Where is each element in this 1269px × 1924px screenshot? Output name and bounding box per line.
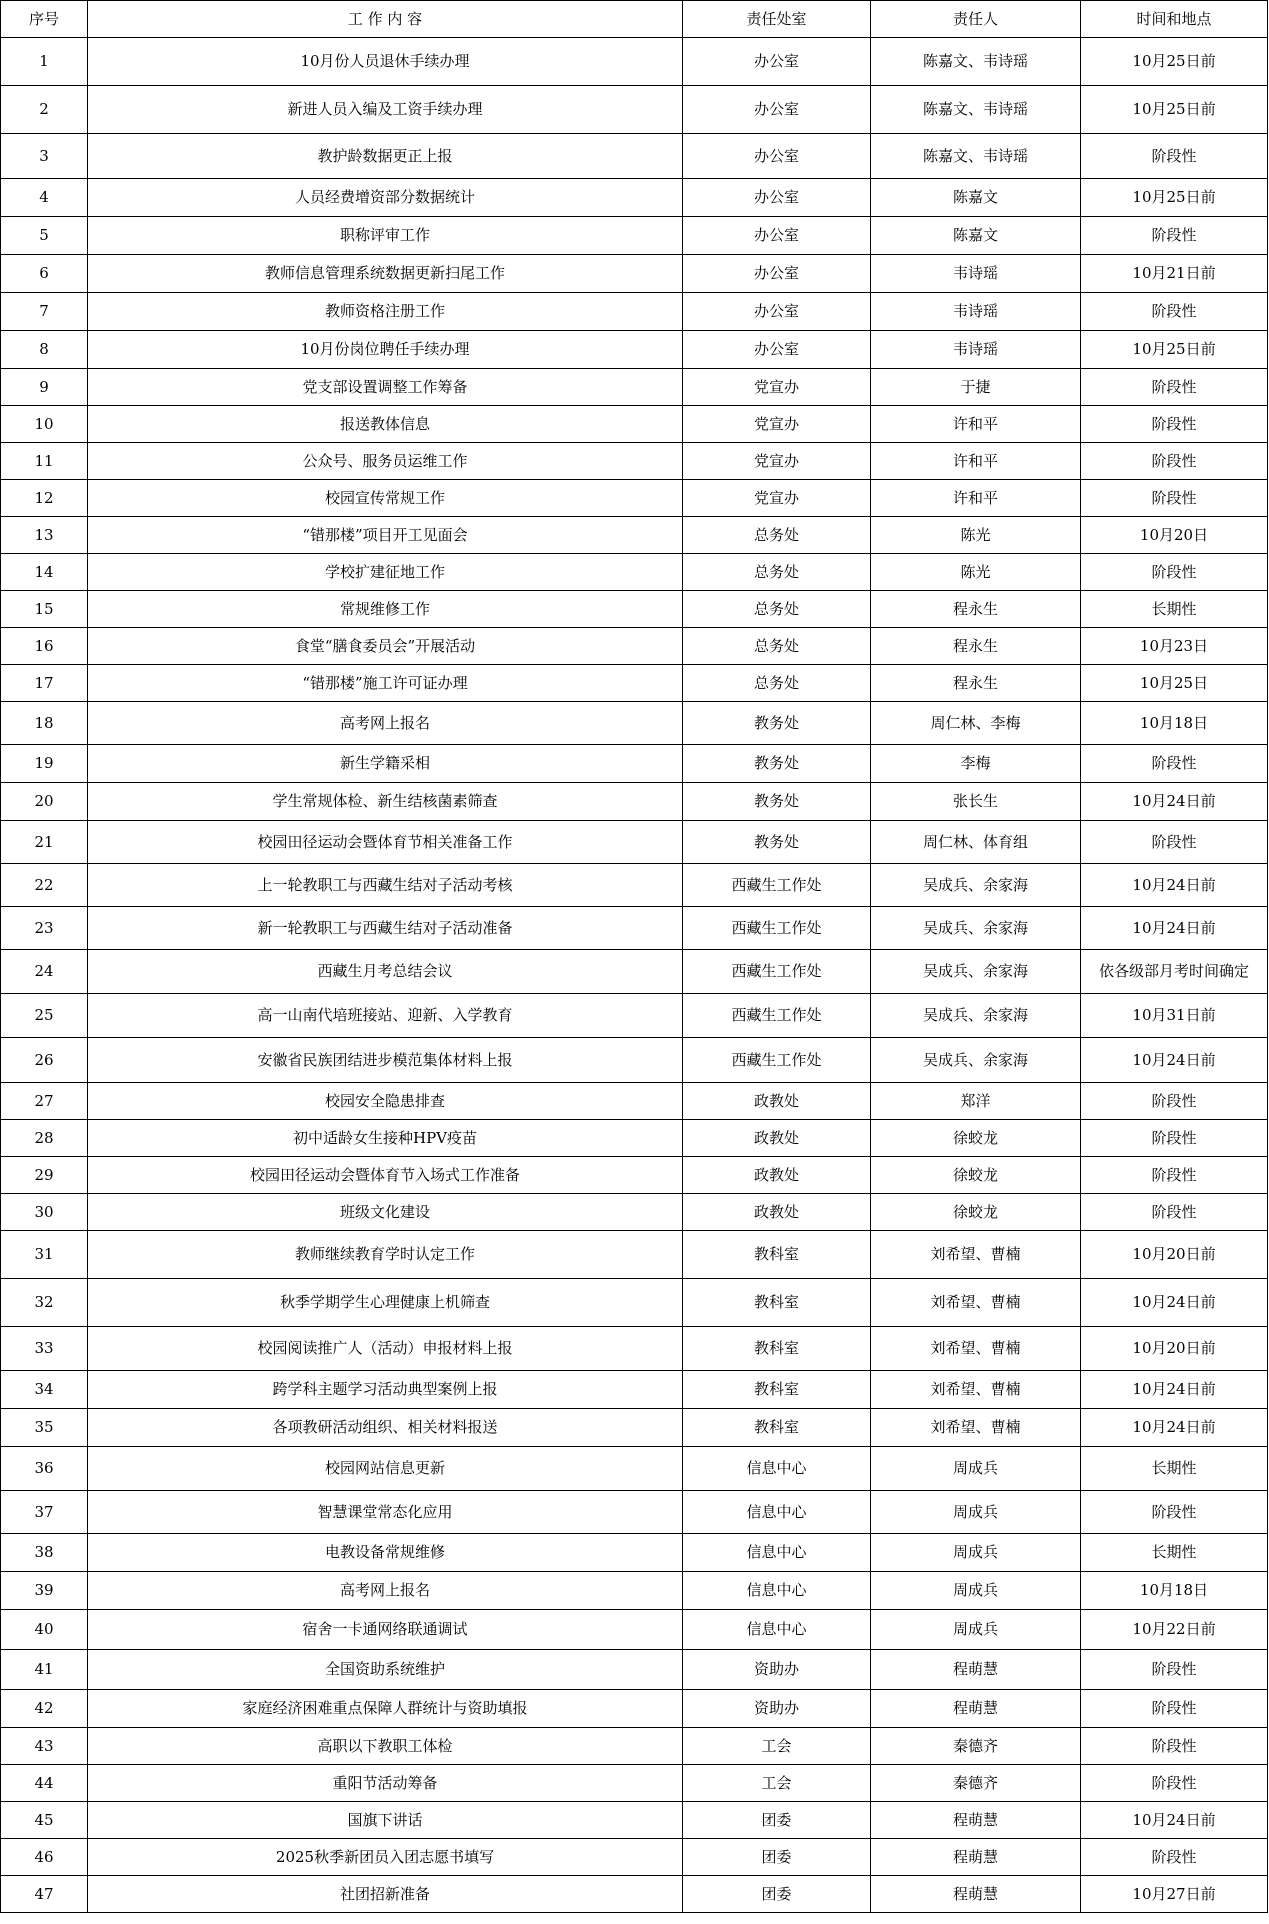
- cell-person: 许和平: [871, 480, 1081, 517]
- cell-seq: 12: [1, 480, 88, 517]
- cell-seq: 7: [1, 293, 88, 331]
- cell-time: 阶段性: [1081, 821, 1268, 864]
- cell-time: 长期性: [1081, 591, 1268, 628]
- table-row: [1, 1327, 1268, 1371]
- cell-time: 阶段性: [1081, 1491, 1268, 1534]
- cell-department: 教务处: [683, 745, 871, 783]
- cell-person: 陈光: [871, 554, 1081, 591]
- table-row: [1, 1157, 1268, 1194]
- cell-time: 10月24日前: [1081, 1371, 1268, 1409]
- cell-time: 阶段性: [1081, 134, 1268, 179]
- cell-content: 校园田径运动会暨体育节相关准备工作: [88, 821, 683, 864]
- table-row: [1, 554, 1268, 591]
- cell-time: 阶段性: [1081, 369, 1268, 406]
- table-row: [1, 821, 1268, 864]
- header-row: [1, 1, 1268, 38]
- cell-person: 周成兵: [871, 1447, 1081, 1491]
- table-row: [1, 1690, 1268, 1728]
- cell-content: 学校扩建征地工作: [88, 554, 683, 591]
- cell-seq: 39: [1, 1572, 88, 1610]
- cell-time: 阶段性: [1081, 1839, 1268, 1876]
- header-content: 工 作 内 容: [88, 1, 683, 38]
- cell-person: 程永生: [871, 628, 1081, 665]
- cell-person: 陈嘉文: [871, 179, 1081, 217]
- cell-content: 食堂“膳食委员会”开展活动: [88, 628, 683, 665]
- table-row: [1, 86, 1268, 134]
- cell-seq: 26: [1, 1038, 88, 1083]
- cell-content: 各项教研活动组织、相关材料报送: [88, 1409, 683, 1447]
- cell-seq: 18: [1, 702, 88, 745]
- cell-content: 校园宣传常规工作: [88, 480, 683, 517]
- table-row: [1, 591, 1268, 628]
- table-row: [1, 1572, 1268, 1610]
- cell-seq: 11: [1, 443, 88, 480]
- cell-person: 周成兵: [871, 1534, 1081, 1572]
- cell-person: 刘希望、曹楠: [871, 1231, 1081, 1279]
- header-department: 责任处室: [683, 1, 871, 38]
- cell-seq: 2: [1, 86, 88, 134]
- table-row: [1, 628, 1268, 665]
- cell-seq: 4: [1, 179, 88, 217]
- cell-content: 高考网上报名: [88, 1572, 683, 1610]
- cell-department: 党宣办: [683, 406, 871, 443]
- cell-person: 徐蛟龙: [871, 1194, 1081, 1231]
- cell-seq: 5: [1, 217, 88, 255]
- cell-content: 宿舍一卡通网络联通调试: [88, 1610, 683, 1650]
- cell-department: 教务处: [683, 821, 871, 864]
- cell-time: 阶段性: [1081, 406, 1268, 443]
- cell-person: 许和平: [871, 443, 1081, 480]
- cell-content: 教师信息管理系统数据更新扫尾工作: [88, 255, 683, 293]
- table-row: [1, 907, 1268, 950]
- cell-time: 10月24日前: [1081, 1038, 1268, 1083]
- cell-person: 秦德齐: [871, 1765, 1081, 1802]
- cell-seq: 16: [1, 628, 88, 665]
- cell-content: 高职以下教职工体检: [88, 1728, 683, 1765]
- table-row: [1, 1728, 1268, 1765]
- table-row: [1, 1447, 1268, 1491]
- cell-department: 教务处: [683, 783, 871, 821]
- cell-time: 10月25日: [1081, 665, 1268, 702]
- cell-content: “错那楼”项目开工见面会: [88, 517, 683, 554]
- cell-time: 10月24日前: [1081, 1409, 1268, 1447]
- table-row: [1, 217, 1268, 255]
- cell-department: 总务处: [683, 665, 871, 702]
- cell-person: 周仁林、李梅: [871, 702, 1081, 745]
- cell-department: 西藏生工作处: [683, 1038, 871, 1083]
- cell-content: 人员经费增资部分数据统计: [88, 179, 683, 217]
- cell-department: 信息中心: [683, 1572, 871, 1610]
- cell-content: 2025秋季新团员入团志愿书填写: [88, 1839, 683, 1876]
- table-row: [1, 331, 1268, 369]
- table-row: [1, 1083, 1268, 1120]
- cell-time: 阶段性: [1081, 1728, 1268, 1765]
- cell-seq: 29: [1, 1157, 88, 1194]
- table-row: [1, 1371, 1268, 1409]
- cell-person: 吴成兵、余家海: [871, 907, 1081, 950]
- cell-department: 教科室: [683, 1231, 871, 1279]
- table-row: [1, 369, 1268, 406]
- table-row: [1, 443, 1268, 480]
- cell-person: 徐蛟龙: [871, 1157, 1081, 1194]
- table-row: [1, 480, 1268, 517]
- table-row: [1, 406, 1268, 443]
- cell-department: 信息中心: [683, 1491, 871, 1534]
- cell-content: 教师继续教育学时认定工作: [88, 1231, 683, 1279]
- cell-time: 10月24日前: [1081, 1279, 1268, 1327]
- cell-content: 西藏生月考总结会议: [88, 950, 683, 994]
- cell-content: 社团招新准备: [88, 1876, 683, 1913]
- cell-seq: 23: [1, 907, 88, 950]
- cell-person: 徐蛟龙: [871, 1120, 1081, 1157]
- cell-department: 办公室: [683, 179, 871, 217]
- cell-seq: 40: [1, 1610, 88, 1650]
- cell-department: 总务处: [683, 628, 871, 665]
- cell-person: 程萌慧: [871, 1839, 1081, 1876]
- table-row: [1, 783, 1268, 821]
- cell-time: 阶段性: [1081, 293, 1268, 331]
- cell-department: 西藏生工作处: [683, 994, 871, 1038]
- cell-person: 程永生: [871, 665, 1081, 702]
- cell-seq: 17: [1, 665, 88, 702]
- cell-time: 10月20日前: [1081, 1327, 1268, 1371]
- table-row: [1, 1231, 1268, 1279]
- cell-time: 阶段性: [1081, 1765, 1268, 1802]
- cell-department: 总务处: [683, 591, 871, 628]
- cell-content: 高一山南代培班接站、迎新、入学教育: [88, 994, 683, 1038]
- cell-person: 陈嘉文、韦诗瑶: [871, 86, 1081, 134]
- cell-department: 政教处: [683, 1120, 871, 1157]
- cell-seq: 22: [1, 864, 88, 907]
- cell-seq: 10: [1, 406, 88, 443]
- table-row: [1, 1194, 1268, 1231]
- cell-seq: 24: [1, 950, 88, 994]
- cell-department: 信息中心: [683, 1447, 871, 1491]
- cell-person: 周成兵: [871, 1491, 1081, 1534]
- cell-content: 校园阅读推广人（活动）申报材料上报: [88, 1327, 683, 1371]
- cell-content: 新进人员入编及工资手续办理: [88, 86, 683, 134]
- cell-department: 办公室: [683, 293, 871, 331]
- cell-content: 新生学籍采相: [88, 745, 683, 783]
- table-row: [1, 702, 1268, 745]
- table-row: [1, 1491, 1268, 1534]
- cell-department: 办公室: [683, 255, 871, 293]
- table-row: [1, 517, 1268, 554]
- cell-department: 教科室: [683, 1279, 871, 1327]
- cell-person: 程永生: [871, 591, 1081, 628]
- cell-seq: 31: [1, 1231, 88, 1279]
- cell-seq: 32: [1, 1279, 88, 1327]
- table-row: [1, 1610, 1268, 1650]
- cell-time: 阶段性: [1081, 1690, 1268, 1728]
- table-row: [1, 255, 1268, 293]
- cell-time: 阶段性: [1081, 1120, 1268, 1157]
- cell-department: 政教处: [683, 1194, 871, 1231]
- cell-department: 办公室: [683, 86, 871, 134]
- cell-seq: 35: [1, 1409, 88, 1447]
- cell-content: 家庭经济困难重点保障人群统计与资助填报: [88, 1690, 683, 1728]
- cell-seq: 19: [1, 745, 88, 783]
- table-row: [1, 134, 1268, 179]
- cell-person: 刘希望、曹楠: [871, 1279, 1081, 1327]
- cell-person: 陈嘉文: [871, 217, 1081, 255]
- cell-time: 10月31日前: [1081, 994, 1268, 1038]
- cell-department: 总务处: [683, 554, 871, 591]
- cell-seq: 6: [1, 255, 88, 293]
- cell-seq: 34: [1, 1371, 88, 1409]
- table-row: [1, 293, 1268, 331]
- cell-time: 10月23日: [1081, 628, 1268, 665]
- cell-person: 程萌慧: [871, 1802, 1081, 1839]
- cell-department: 教科室: [683, 1371, 871, 1409]
- cell-time: 10月18日: [1081, 702, 1268, 745]
- cell-seq: 46: [1, 1839, 88, 1876]
- cell-content: 上一轮教职工与西藏生结对子活动考核: [88, 864, 683, 907]
- table-row: [1, 1279, 1268, 1327]
- cell-time: 10月25日前: [1081, 86, 1268, 134]
- cell-person: 许和平: [871, 406, 1081, 443]
- cell-seq: 45: [1, 1802, 88, 1839]
- cell-seq: 25: [1, 994, 88, 1038]
- cell-time: 依各级部月考时间确定: [1081, 950, 1268, 994]
- cell-seq: 28: [1, 1120, 88, 1157]
- cell-content: 公众号、服务员运维工作: [88, 443, 683, 480]
- cell-time: 阶段性: [1081, 1083, 1268, 1120]
- cell-seq: 8: [1, 331, 88, 369]
- cell-seq: 37: [1, 1491, 88, 1534]
- cell-seq: 33: [1, 1327, 88, 1371]
- header-time: 时间和地点: [1081, 1, 1268, 38]
- cell-department: 工会: [683, 1728, 871, 1765]
- cell-content: 国旗下讲话: [88, 1802, 683, 1839]
- cell-time: 阶段性: [1081, 480, 1268, 517]
- cell-seq: 36: [1, 1447, 88, 1491]
- cell-department: 办公室: [683, 217, 871, 255]
- cell-person: 刘希望、曹楠: [871, 1409, 1081, 1447]
- cell-person: 于捷: [871, 369, 1081, 406]
- table-row: [1, 1534, 1268, 1572]
- cell-content: 重阳节活动筹备: [88, 1765, 683, 1802]
- cell-content: 校园网站信息更新: [88, 1447, 683, 1491]
- cell-time: 阶段性: [1081, 554, 1268, 591]
- cell-person: 陈光: [871, 517, 1081, 554]
- cell-seq: 1: [1, 38, 88, 86]
- cell-content: 校园安全隐患排查: [88, 1083, 683, 1120]
- cell-time: 阶段性: [1081, 443, 1268, 480]
- cell-content: 电教设备常规维修: [88, 1534, 683, 1572]
- cell-time: 10月20日: [1081, 517, 1268, 554]
- cell-seq: 42: [1, 1690, 88, 1728]
- cell-person: 韦诗瑶: [871, 293, 1081, 331]
- cell-content: 10月份人员退休手续办理: [88, 38, 683, 86]
- cell-department: 党宣办: [683, 480, 871, 517]
- cell-department: 总务处: [683, 517, 871, 554]
- table-row: [1, 1038, 1268, 1083]
- table-row: [1, 864, 1268, 907]
- cell-person: 周成兵: [871, 1572, 1081, 1610]
- cell-seq: 13: [1, 517, 88, 554]
- cell-person: 周仁林、体育组: [871, 821, 1081, 864]
- cell-department: 党宣办: [683, 369, 871, 406]
- cell-department: 教务处: [683, 702, 871, 745]
- cell-time: 10月18日: [1081, 1572, 1268, 1610]
- cell-person: 李梅: [871, 745, 1081, 783]
- cell-seq: 3: [1, 134, 88, 179]
- table-row: [1, 1802, 1268, 1839]
- cell-time: 阶段性: [1081, 1194, 1268, 1231]
- cell-seq: 41: [1, 1650, 88, 1690]
- cell-department: 党宣办: [683, 443, 871, 480]
- cell-person: 吴成兵、余家海: [871, 994, 1081, 1038]
- table-row: [1, 950, 1268, 994]
- cell-department: 团委: [683, 1839, 871, 1876]
- cell-person: 程萌慧: [871, 1876, 1081, 1913]
- cell-content: 报送教体信息: [88, 406, 683, 443]
- cell-time: 10月24日前: [1081, 864, 1268, 907]
- table-body: [1, 38, 1268, 1913]
- cell-seq: 44: [1, 1765, 88, 1802]
- cell-content: 学生常规体检、新生结核菌素筛查: [88, 783, 683, 821]
- cell-person: 刘希望、曹楠: [871, 1327, 1081, 1371]
- cell-content: 高考网上报名: [88, 702, 683, 745]
- cell-department: 政教处: [683, 1157, 871, 1194]
- table-row: [1, 38, 1268, 86]
- table-row: [1, 1409, 1268, 1447]
- cell-time: 10月22日前: [1081, 1610, 1268, 1650]
- cell-department: 办公室: [683, 134, 871, 179]
- cell-person: 吴成兵、余家海: [871, 950, 1081, 994]
- table-row: [1, 665, 1268, 702]
- cell-time: 10月25日前: [1081, 179, 1268, 217]
- table-row: [1, 179, 1268, 217]
- header-seq: 序号: [1, 1, 88, 38]
- cell-seq: 15: [1, 591, 88, 628]
- table-row: [1, 1765, 1268, 1802]
- cell-time: 阶段性: [1081, 1157, 1268, 1194]
- cell-person: 秦德齐: [871, 1728, 1081, 1765]
- cell-time: 10月24日前: [1081, 783, 1268, 821]
- cell-time: 10月25日前: [1081, 331, 1268, 369]
- cell-time: 长期性: [1081, 1534, 1268, 1572]
- table-row: [1, 1876, 1268, 1913]
- cell-department: 办公室: [683, 331, 871, 369]
- cell-content: 教师资格注册工作: [88, 293, 683, 331]
- cell-time: 阶段性: [1081, 217, 1268, 255]
- cell-content: 校园田径运动会暨体育节入场式工作准备: [88, 1157, 683, 1194]
- cell-department: 资助办: [683, 1690, 871, 1728]
- cell-time: 10月24日前: [1081, 1802, 1268, 1839]
- cell-seq: 43: [1, 1728, 88, 1765]
- cell-time: 10月21日前: [1081, 255, 1268, 293]
- cell-person: 张长生: [871, 783, 1081, 821]
- cell-content: 跨学科主题学习活动典型案例上报: [88, 1371, 683, 1409]
- cell-person: 吴成兵、余家海: [871, 1038, 1081, 1083]
- cell-content: 党支部设置调整工作筹备: [88, 369, 683, 406]
- cell-content: 教护龄数据更正上报: [88, 134, 683, 179]
- cell-seq: 27: [1, 1083, 88, 1120]
- cell-person: 周成兵: [871, 1610, 1081, 1650]
- table-row: [1, 1839, 1268, 1876]
- table-row: [1, 994, 1268, 1038]
- cell-person: 吴成兵、余家海: [871, 864, 1081, 907]
- cell-time: 10月25日前: [1081, 38, 1268, 86]
- cell-person: 韦诗瑶: [871, 255, 1081, 293]
- cell-content: 常规维修工作: [88, 591, 683, 628]
- cell-content: “错那楼”施工许可证办理: [88, 665, 683, 702]
- cell-person: 程萌慧: [871, 1650, 1081, 1690]
- cell-department: 教科室: [683, 1409, 871, 1447]
- cell-person: 刘希望、曹楠: [871, 1371, 1081, 1409]
- cell-time: 10月24日前: [1081, 907, 1268, 950]
- cell-seq: 20: [1, 783, 88, 821]
- cell-seq: 30: [1, 1194, 88, 1231]
- cell-department: 团委: [683, 1876, 871, 1913]
- cell-person: 陈嘉文、韦诗瑶: [871, 134, 1081, 179]
- cell-content: 全国资助系统维护: [88, 1650, 683, 1690]
- cell-time: 10月20日前: [1081, 1231, 1268, 1279]
- cell-department: 信息中心: [683, 1534, 871, 1572]
- table-row: [1, 1120, 1268, 1157]
- cell-department: 西藏生工作处: [683, 907, 871, 950]
- cell-department: 教科室: [683, 1327, 871, 1371]
- cell-department: 资助办: [683, 1650, 871, 1690]
- cell-content: 智慧课堂常态化应用: [88, 1491, 683, 1534]
- cell-department: 办公室: [683, 38, 871, 86]
- cell-person: 陈嘉文、韦诗瑶: [871, 38, 1081, 86]
- table-row: [1, 745, 1268, 783]
- cell-seq: 47: [1, 1876, 88, 1913]
- cell-content: 安徽省民族团结进步模范集体材料上报: [88, 1038, 683, 1083]
- table-row: [1, 1650, 1268, 1690]
- cell-time: 阶段性: [1081, 1650, 1268, 1690]
- cell-department: 西藏生工作处: [683, 864, 871, 907]
- cell-content: 职称评审工作: [88, 217, 683, 255]
- cell-content: 10月份岗位聘任手续办理: [88, 331, 683, 369]
- cell-person: 郑洋: [871, 1083, 1081, 1120]
- cell-person: 程萌慧: [871, 1690, 1081, 1728]
- cell-seq: 9: [1, 369, 88, 406]
- cell-time: 阶段性: [1081, 745, 1268, 783]
- cell-department: 团委: [683, 1802, 871, 1839]
- cell-content: 初中适龄女生接种HPV疫苗: [88, 1120, 683, 1157]
- cell-seq: 38: [1, 1534, 88, 1572]
- cell-content: 新一轮教职工与西藏生结对子活动准备: [88, 907, 683, 950]
- cell-department: 信息中心: [683, 1610, 871, 1650]
- cell-time: 长期性: [1081, 1447, 1268, 1491]
- cell-seq: 21: [1, 821, 88, 864]
- header-person: 责任人: [871, 1, 1081, 38]
- cell-department: 工会: [683, 1765, 871, 1802]
- cell-content: 班级文化建设: [88, 1194, 683, 1231]
- cell-department: 政教处: [683, 1083, 871, 1120]
- cell-department: 西藏生工作处: [683, 950, 871, 994]
- cell-time: 10月27日前: [1081, 1876, 1268, 1913]
- cell-person: 韦诗瑶: [871, 331, 1081, 369]
- cell-content: 秋季学期学生心理健康上机筛查: [88, 1279, 683, 1327]
- cell-seq: 14: [1, 554, 88, 591]
